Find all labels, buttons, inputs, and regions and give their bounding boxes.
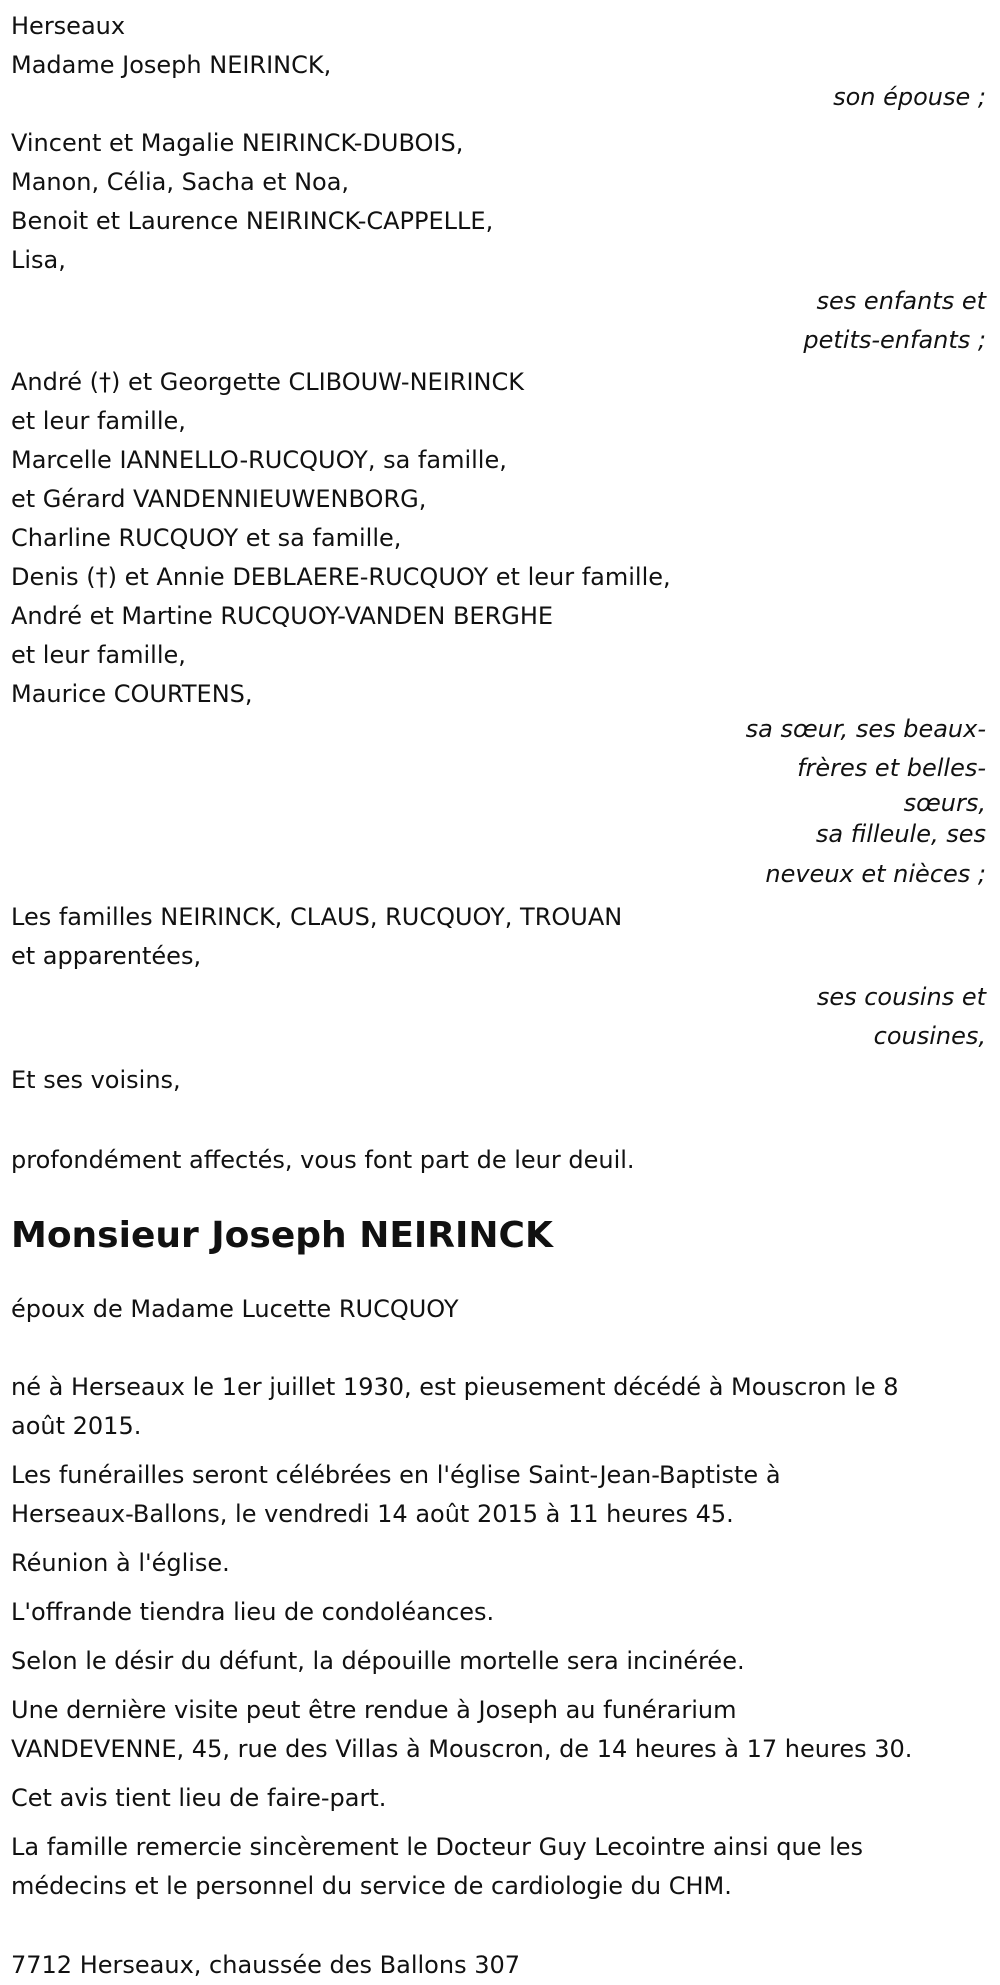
family-member-line: et leur famille, <box>11 641 186 669</box>
visit-paragraph <box>11 1691 986 1769</box>
notice-note-line: Cet avis tient lieu de faire-part. <box>11 1784 387 1812</box>
family-member-line: Denis (†) et Annie DEBLAERE-RUCQUOY et leur famille, <box>11 563 671 591</box>
paragraph-line: La famille remercie sincèrement le Docteur Guy Lecointre ainsi que les <box>11 1833 864 1861</box>
relation-label: sœurs, <box>903 789 986 817</box>
family-member-line: Madame Joseph NEIRINCK, <box>11 51 332 79</box>
relation-label: sa filleule, ses <box>815 820 986 848</box>
relation-label: cousines, <box>873 1022 986 1050</box>
relation-label: son épouse ; <box>833 83 986 111</box>
family-member-line: André (†) et Georgette CLIBOUW-NEIRINCK <box>11 368 524 396</box>
announcement-line: profondément affectés, vous font part de leur deuil. <box>11 1146 635 1174</box>
relation-label: ses cousins et <box>816 983 986 1011</box>
relation-label: sa sœur, ses beaux- <box>745 715 986 743</box>
offering-line: L'offrande tiendra lieu de condoléances. <box>11 1598 495 1626</box>
relation-label: petits-enfants ; <box>803 326 986 354</box>
paragraph-line: VANDEVENNE, 45, rue des Villas à Mouscron, de 14 heures à 17 heures 30. <box>11 1735 913 1763</box>
paragraph-line: médecins et le personnel du service de cardiologie du CHM. <box>11 1872 732 1900</box>
family-member-line: Maurice COURTENS, <box>11 680 253 708</box>
spouse-line: époux de Madame Lucette RUCQUOY <box>11 1295 459 1323</box>
paragraph-line: Herseaux-Ballons, le vendredi 14 août 2015 à 11 heures 45. <box>11 1500 734 1528</box>
family-member-line: Marcelle IANNELLO-RUCQUOY, sa famille, <box>11 446 507 474</box>
place-heading: Herseaux <box>11 12 126 40</box>
family-member-line: Lisa, <box>11 246 66 274</box>
birth-death-paragraph <box>11 1368 986 1446</box>
thanks-paragraph <box>11 1828 986 1906</box>
paragraph-line: Une dernière visite peut être rendue à Joseph au funérarium <box>11 1696 737 1724</box>
paragraph-line: né à Herseaux le 1er juillet 1930, est pieusement décédé à Mouscron le 8 <box>11 1373 899 1401</box>
obituary-notice <box>11 7 986 1985</box>
family-member-line: Vincent et Magalie NEIRINCK-DUBOIS, <box>11 129 464 157</box>
gathering-line: Réunion à l'église. <box>11 1549 230 1577</box>
family-member-line: et leur famille, <box>11 407 186 435</box>
funeral-paragraph <box>11 1456 986 1534</box>
address-line: 7712 Herseaux, chaussée des Ballons 307 <box>11 1951 521 1979</box>
cremation-line: Selon le désir du défunt, la dépouille mortelle sera incinérée. <box>11 1647 745 1675</box>
family-member-line: Les familles NEIRINCK, CLAUS, RUCQUOY, TROUAN <box>11 903 623 931</box>
relation-label: neveux et nièces ; <box>765 860 986 888</box>
family-member-line: et apparentées, <box>11 942 202 970</box>
family-member-line: André et Martine RUCQUOY-VANDEN BERGHE <box>11 602 554 630</box>
family-member-line: Benoit et Laurence NEIRINCK-CAPPELLE, <box>11 207 494 235</box>
family-member-line: Manon, Célia, Sacha et Noa, <box>11 168 350 196</box>
paragraph-line: Les funérailles seront célébrées en l'église Saint-Jean-Baptiste à <box>11 1461 781 1489</box>
paragraph-line: août 2015. <box>11 1412 142 1440</box>
neighbors-line: Et ses voisins, <box>11 1066 181 1094</box>
family-member-line: et Gérard VANDENNIEUWENBORG, <box>11 485 427 513</box>
relation-label: frères et belles- <box>797 754 986 782</box>
relation-label: ses enfants et <box>816 287 986 315</box>
deceased-name-heading: Monsieur Joseph NEIRINCK <box>11 1215 553 1256</box>
family-member-line: Charline RUCQUOY et sa famille, <box>11 524 402 552</box>
